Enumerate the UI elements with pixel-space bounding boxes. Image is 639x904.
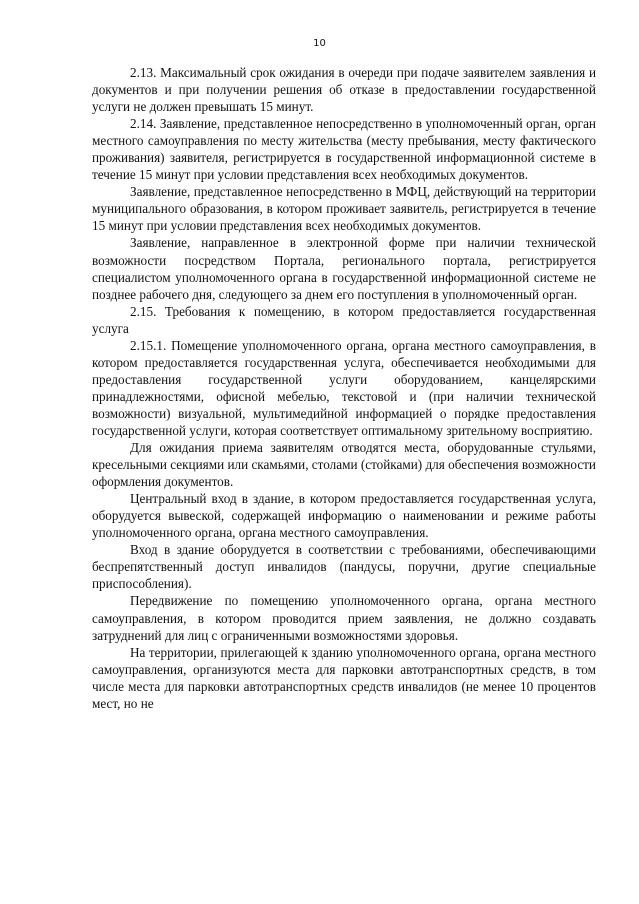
paragraph-2-15-heading: 2.15. Требования к помещению, в котором предоставляется государственная услуга	[92, 303, 596, 336]
paragraph-accessible-entrance: Вход в здание оборудуется в соответствии с требованиями, обеспечивающими беспрепятственный доступ инвалидов (пандусы, поручни, другие специальные приспособления).	[92, 542, 596, 592]
paragraph-2-14: 2.14. Заявление, представленное непосредственно в уполномоченный орган, орган местного самоуправления по месту жительства (месту пребывания, месту фактического проживания) заявителя, регистрируется в государственной информационной системе в течение 15 минут при условии представления всех необходимых документов.	[92, 116, 596, 183]
page-number: 10	[313, 38, 326, 49]
paragraph-mfc-registration: Заявление, представленное непосредственно в МФЦ, действующий на территории муниципального образования, в котором проживает заявитель, регистрируется в течение 15 минут при условии представления всех необходимых документов.	[92, 184, 596, 234]
paragraph-waiting-area: Для ожидания приема заявителям отводятся места, оборудованные стульями, кресельными секциями или скамьями, столами (стойками) для обеспечения возможности оформления документов.	[92, 440, 596, 490]
paragraph-parking: На территории, прилегающей к зданию уполномоченного органа, органа местного самоуправления, организуются места для парковки автотранспортных средств, в том числе места для парковки автотранспортных средств инвалидов (не менее 10 процентов мест, но не	[92, 644, 596, 711]
paragraph-central-entrance: Центральный вход в здание, в котором предоставляется государственная услуга, оборудуется вывеской, содержащей информацию о наименовании и режиме работы уполномоченного органа, органа местного самоуправления.	[92, 491, 596, 541]
document-body	[92, 64, 596, 712]
paragraph-movement: Передвижение по помещению уполномоченного органа, органа местного самоуправления, в котором проводится прием заявления, не должно создавать затруднений для лиц с ограниченными возможностями здоровья.	[92, 593, 596, 643]
paragraph-2-13: 2.13. Максимальный срок ожидания в очереди при подаче заявителем заявления и документов и при получении решения об отказе в предоставлении государственной услуги не должен превышать 15 минут.	[92, 65, 596, 115]
paragraph-2-15-1: 2.15.1. Помещение уполномоченного органа, органа местного самоуправления, в котором предоставляется государственная услуга, обеспечивается необходимыми для предоставления государственной услуги оборудованием, канцелярскими принадлежностями, офисной мебелью, текстовой и (при наличии технической возможности) визуальной, мультимедийной информацией о порядке предоставления государственной услуги, которая соответствует оптимальному зрительному восприятию.	[92, 337, 596, 438]
paragraph-electronic-registration: Заявление, направленное в электронной форме при наличии технической возможности посредством Портала, регионального портала, регистрируется специалистом уполномоченного органа в государственной информационной системе не позднее рабочего дня, следующего за днем его поступления в уполномоченный орган.	[92, 235, 596, 302]
